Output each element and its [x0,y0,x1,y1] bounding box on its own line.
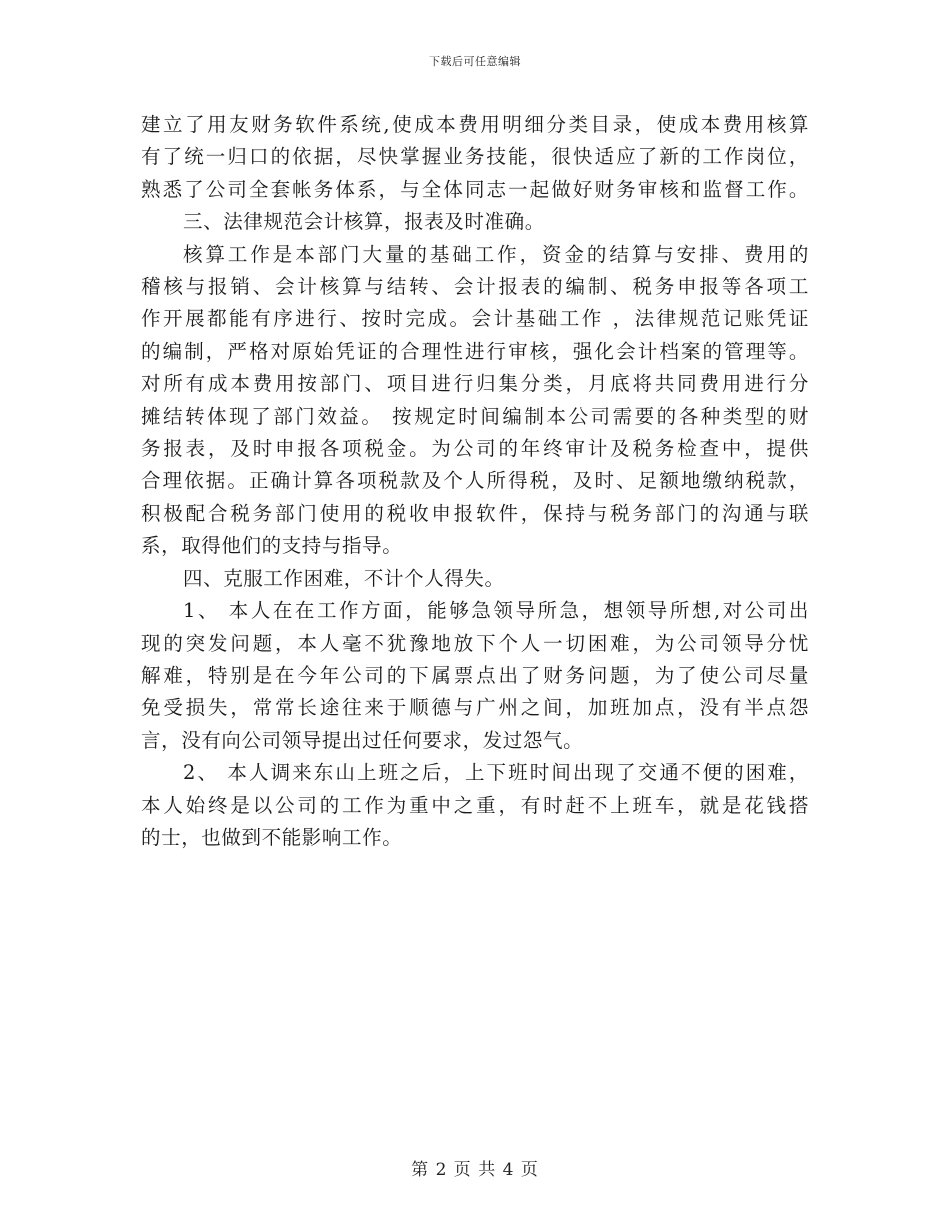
list-item-2: 2、 本人调来东山上班之后，上下班时间出现了交通不便的困难， [183,761,809,785]
text-line: 的士，也做到不能影响工作。 [141,825,403,849]
text-line: 核算工作是本部门大量的基础工作，资金的结算与安排、费用的 [183,242,809,266]
text-line: 有了统一归口的依据，尽快掌握业务技能，很快适应了新的工作岗位， [141,145,809,169]
text-line: 合理依据。正确计算各项税款及个人所得税，及时、足额地缴纳税款， [141,469,809,493]
page-header: 下载后可任意编辑 [429,55,521,68]
text-line: 建立了用友财务软件系统,使成本费用明细分类目录，使成本费用核算 [141,113,809,136]
text-line: 系，取得他们的支持与指导。 [141,534,403,558]
text-line: 作开展都能有序进行、按时完成。会计基础工作 ，法律规范记账凭证 [141,307,809,331]
list-item-1: 1、 本人在在工作方面，能够急领导所急，想领导所想,对公司出 [183,599,809,623]
text-line: 的编制，严格对原始凭证的合理性进行审核，强化会计档案的管理等。 [141,339,809,363]
text-line: 摊结转体现了部门效益。 按规定时间编制本公司需要的各种类型的财 [141,404,809,428]
text-line: 免受损失，常常长途往来于顺德与广州之间，加班加点，没有半点怨 [141,696,809,720]
section-heading-3: 三、法律规范会计核算，报表及时准确。 [183,210,545,234]
text-line: 言，没有向公司领导提出过任何要求，发过怨气。 [141,728,584,752]
text-line: 熟悉了公司全套帐务体系，与全体同志一起做好财务审核和监督工作。 [141,177,809,201]
text-line: 解难，特别是在今年公司的下属票点出了财务问题，为了使公司尽量 [141,663,809,687]
text-line: 对所有成本费用按部门、项目进行归集分类，月底将共同费用进行分 [141,372,809,396]
page-footer: 第 2 页 共 4 页 [411,1160,539,1180]
text-line: 本人始终是以公司的工作为重中之重，有时赶不上班车，就是花钱搭 [141,793,809,817]
text-line: 现的突发问题，本人毫不犹豫地放下个人一切困难，为公司领导分忧 [141,631,809,655]
section-heading-4: 四、克服工作困难，不计个人得失。 [183,566,505,590]
text-line: 务报表，及时申报各项税金。为公司的年终审计及税务检查中，提供 [141,437,809,461]
text-line: 稽核与报销、会计核算与结转、会计报表的编制、税务申报等各项工 [141,275,809,299]
text-line: 积极配合税务部门使用的税收申报软件，保持与税务部门的沟通与联 [141,501,809,525]
document-body [141,109,809,854]
